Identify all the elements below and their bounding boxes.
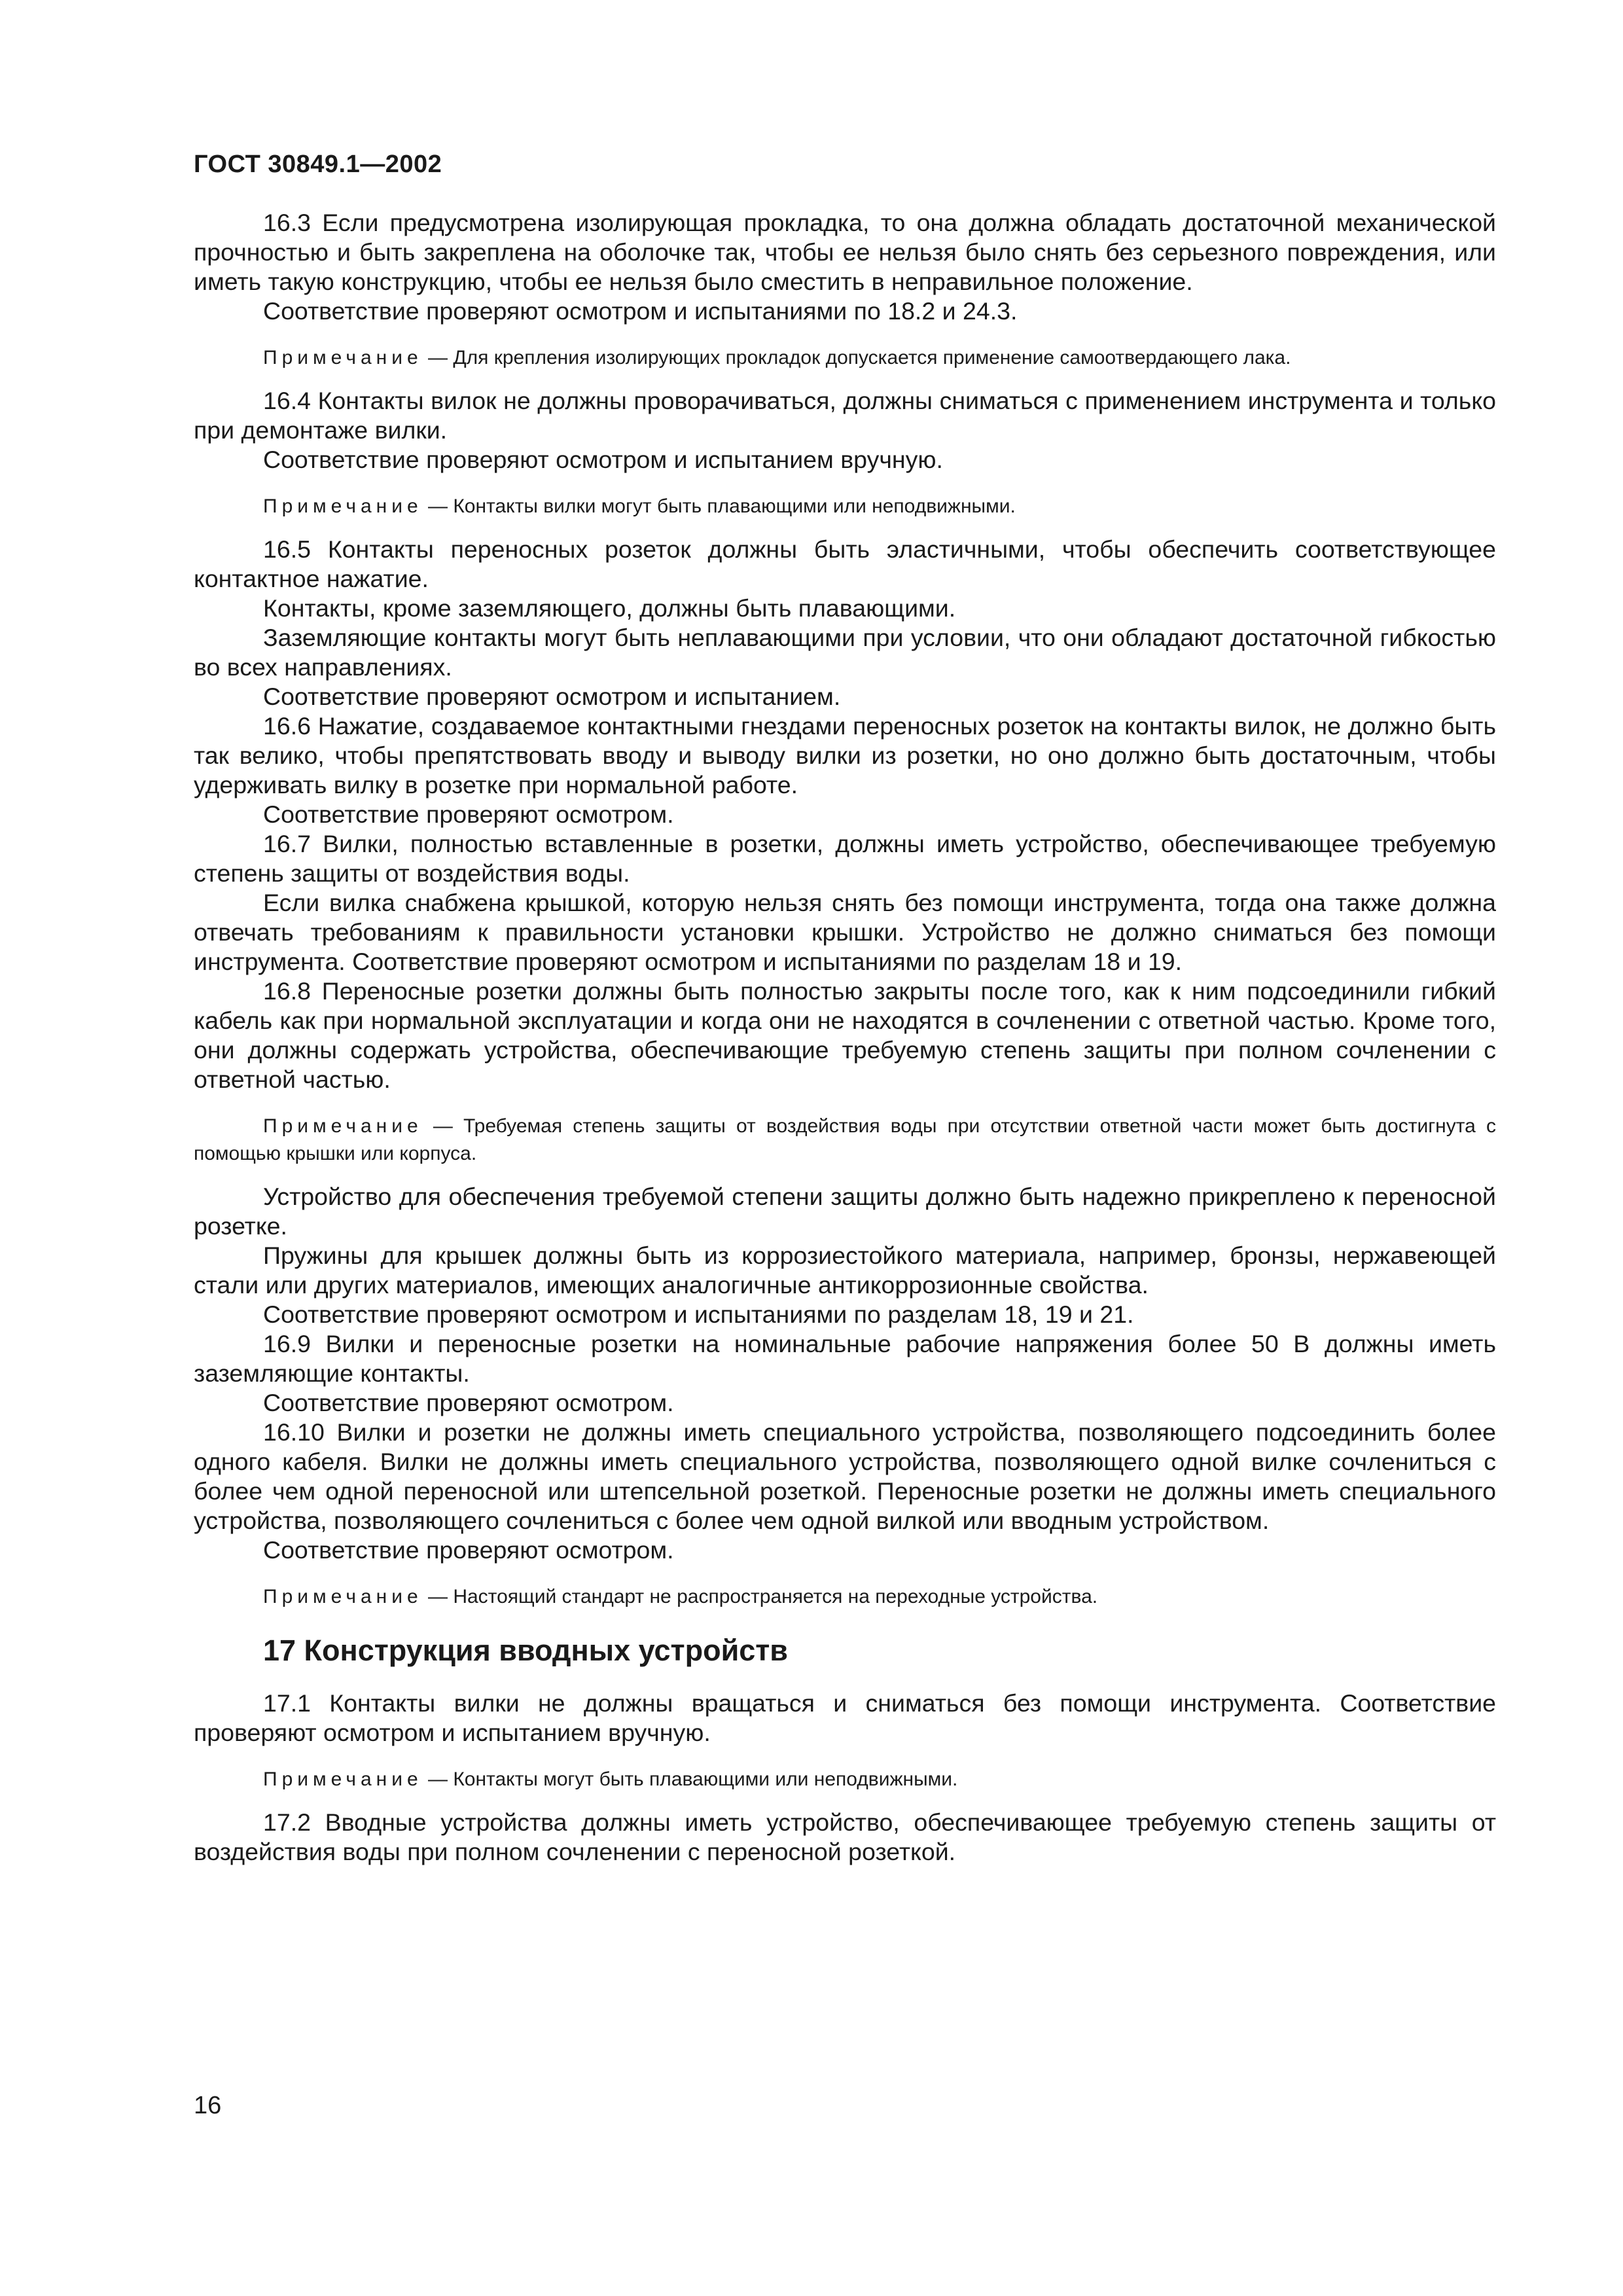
note-text: — Требуемая степень защиты от воздействия воды при отсутствии ответной части может быть достигнута с помощью крышки или корпуса. bbox=[194, 1115, 1496, 1164]
note-16-10 bbox=[194, 1583, 1496, 1611]
compliance-check-16-9: Соответствие проверяют осмотром. bbox=[263, 1389, 674, 1416]
paragraph-16-7-b: Если вилка снабжена крышкой, которую нельзя снять без помощи инструмента, тогда она также должна отвечать требованиям к правильности установки крышки. Устройство не должно сниматься без помощи инструмента. Соответствие проверяют осмотром и испытаниями по разделам 18 и 19. bbox=[194, 889, 1496, 975]
note-text: — Настоящий стандарт не распространяется на переходные устройства. bbox=[422, 1586, 1098, 1607]
compliance-check-16-4: Соответствие проверяют осмотром и испытанием вручную. bbox=[263, 446, 943, 473]
note-17-1 bbox=[194, 1766, 1496, 1793]
compliance-check-16-10: Соответствие проверяют осмотром. bbox=[263, 1536, 674, 1564]
note-text: — Контакты могут быть плавающими или неподвижными. bbox=[422, 1768, 958, 1790]
paragraph-16-10: 16.10 Вилки и розетки не должны иметь специального устройства, позволяющего подсоединить более одного кабеля. Вилки не должны иметь специального устройства, позволяющего одной вилке сочлениться с более чем одной переносной или штепсельной розеткой. Переносные розетки не должны иметь специального устройства, позволяющего сочлениться с более чем одной вилкой или вводным устройством. bbox=[194, 1418, 1496, 1534]
note-16-4 bbox=[194, 493, 1496, 520]
paragraph-16-5: 16.5 Контакты переносных розеток должны быть эластичными, чтобы обеспечить соответствующее контактное нажатие. bbox=[194, 535, 1496, 592]
paragraph-16-6: 16.6 Нажатие, создаваемое контактными гнездами переносных розеток на контакты вилок, не должно быть так велико, чтобы препятствовать вводу и выводу вилки из розетки, но оно должно быть достаточным, чтобы удерживать вилку в розетке при нормальной работе. bbox=[194, 712, 1496, 798]
document-header: ГОСТ 30849.1—2002 bbox=[194, 151, 442, 178]
note-label: Примечание bbox=[263, 1586, 423, 1607]
note-text: — Для крепления изолирующих прокладок допускается применение самоотвердающего лака. bbox=[422, 347, 1291, 368]
note-16-3 bbox=[194, 344, 1496, 372]
note-label: Примечание bbox=[263, 495, 423, 517]
note-16-8 bbox=[194, 1113, 1496, 1168]
paragraph-16-7: 16.7 Вилки, полностью вставленные в розетки, должны иметь устройство, обеспечивающее требуемую степень защиты от воздействия воды. bbox=[194, 830, 1496, 887]
note-label: Примечание bbox=[263, 1768, 423, 1790]
note-label: Примечание bbox=[263, 347, 423, 368]
note-text: — Контакты вилки могут быть плавающими или неподвижными. bbox=[422, 495, 1016, 517]
page-number: 16 bbox=[194, 2092, 222, 2119]
compliance-check-16-3: Соответствие проверяют осмотром и испытаниями по 18.2 и 24.3. bbox=[263, 297, 1018, 325]
paragraph-16-8-b: Устройство для обеспечения требуемой степени защиты должно быть надежно прикреплено к переносной розетке. bbox=[194, 1183, 1496, 1240]
paragraph-16-8-c: Пружины для крышек должны быть из коррозиестойкого материала, например, бронзы, нержавеющей стали или других материалов, имеющих аналогичные антикоррозионные свойства. bbox=[194, 1242, 1496, 1299]
compliance-check-16-6: Соответствие проверяют осмотром. bbox=[263, 800, 674, 828]
compliance-check-16-8: Соответствие проверяют осмотром и испытаниями по разделам 18, 19 и 21. bbox=[263, 1300, 1134, 1328]
paragraph-16-4: 16.4 Контакты вилок не должны проворачиваться, должны сниматься с применением инструмента и только при демонтаже вилки. bbox=[194, 387, 1496, 444]
paragraph-16-5-b: Контакты, кроме заземляющего, должны быть плавающими. bbox=[263, 594, 956, 622]
compliance-check-16-5: Соответствие проверяют осмотром и испытанием. bbox=[263, 683, 841, 710]
note-label: Примечание bbox=[263, 1115, 423, 1137]
section-17-title: 17 Конструкция вводных устройств bbox=[263, 1634, 788, 1667]
paragraph-16-3: 16.3 Если предусмотрена изолирующая прокладка, то она должна обладать достаточной механической прочностью и быть закреплена на оболочке так, чтобы ее нельзя было снять без серьезного повреждения, или иметь такую конструкцию, чтобы ее нельзя было сместить в неправильное положение. bbox=[194, 209, 1496, 295]
paragraph-17-2: 17.2 Вводные устройства должны иметь устройство, обеспечивающее требуемую степень защиты от воздействия воды при полном сочленении с переносной розеткой. bbox=[194, 1808, 1496, 1865]
paragraph-16-8: 16.8 Переносные розетки должны быть полностью закрыты после того, как к ним подсоединили гибкий кабель как при нормальной эксплуатации и когда они не находятся в сочленении с ответной частью. Кроме того, они должны содержать устройства, обеспечивающие требуемую степень защиты при полном сочленении с ответной частью. bbox=[194, 977, 1496, 1093]
document-body bbox=[194, 208, 1496, 1867]
paragraph-17-1: 17.1 Контакты вилки не должны вращаться и сниматься без помощи инструмента. Соответствие проверяют осмотром и испытанием вручную. bbox=[194, 1689, 1496, 1746]
paragraph-16-5-c: Заземляющие контакты могут быть неплавающими при условии, что они обладают достаточной гибкостью во всех направлениях. bbox=[194, 624, 1496, 681]
paragraph-16-9: 16.9 Вилки и переносные розетки на номинальные рабочие напряжения более 50 В должны иметь заземляющие контакты. bbox=[194, 1330, 1496, 1387]
